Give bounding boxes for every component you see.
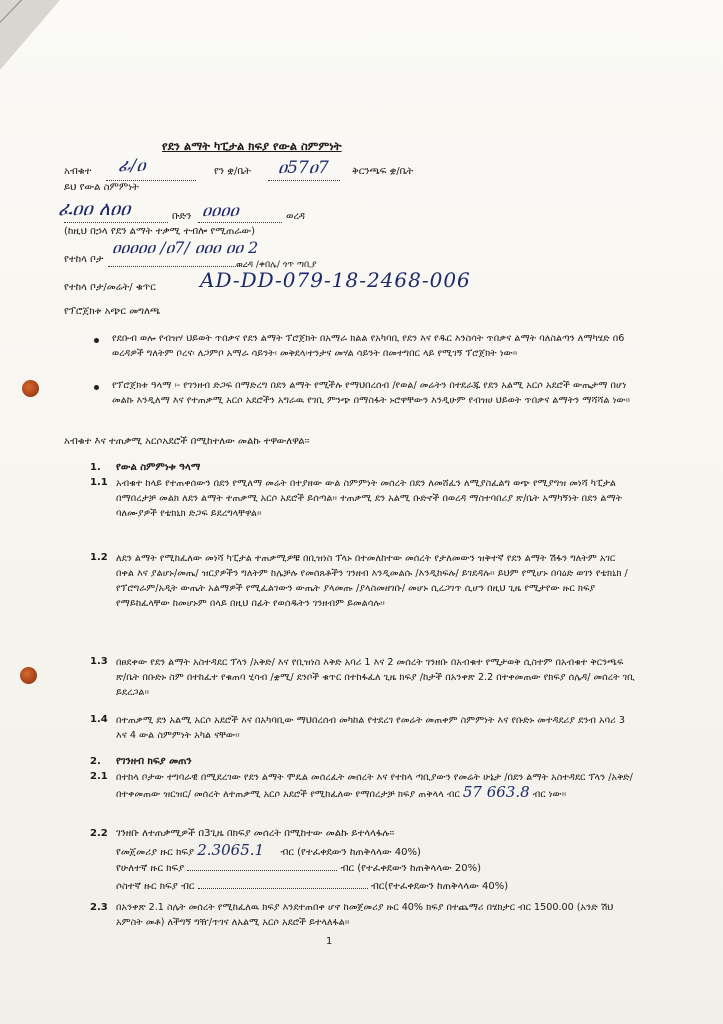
clause-text: አብቁተ ከላይ የተጠቀሰውን በደን የሚለማ መሬት በተያዘው ውል ስምምነት መሰረት በደን ለመሸፈን ለሚያስፈልግ ወጭ የሚያግዝ መነሻ ካፒታል በማበረታቻ መልክ ለደን ልማት ተጠቃሚ አርሶ አደሮች ይሰጣል፡፡ ተጠቃሚ ደን አልሚ ቡድኖች በወረዳ ማስተባበሪያ ጽ/ቤት አማካኝነት በደን ልማት ባለሙያዎች የቴክኒክ ድጋፍ ይደረግላቸዋል፡፡ — [116, 478, 623, 519]
section-number: 1. — [90, 462, 101, 473]
clause-text: በፀደቀው የደን ልማት አስተዳደር ፕላን /አቅድ/ እና የቢዝነስ እቅድ አባሪ 1 እና 2 መሰረት ገንዘቡ በአብቁተ የሚታወቅ ሲስተም በአብቁተ ቅርንጫፍ ጽ/ቤት በቡድኑ ስም በተከፈተ የቁጠባ ሂሳብ /ቋሚ/ ደንቦች ቁጥር በተከፋፈለ ጊዜ ክፍያ /ከታች በአንቀጽ 2.2 በተቀመጠው የክፍያ ሰሌዳ/ መሰረት ገቢ ይደረጋል፡፡ — [116, 657, 635, 698]
payment-label: የሁለተኛ ዙር ክፍያ — [116, 863, 185, 874]
id-label: የን ቋ/ቤት — [214, 166, 252, 177]
payment-line — [116, 862, 481, 875]
payment-label: የመጀመሪያ ዙር ክፍያ — [116, 847, 195, 858]
project-summary-label: የፕሮጀክቱ አጭር መግለጫ — [64, 306, 161, 317]
clause-number: 2.1 — [90, 771, 108, 782]
address-line — [108, 258, 246, 267]
bullet-paragraph: የደቡብ ወሎ የብዝሃ ህይወት ጥበቃና የደን ልማት ፕሮጀክት በአማራ ክልል የአካባቢ የደን እና የዱር እንስሳት ጥበቃና ልማት ባለስልጣን ለማካሄድ በ6 ወረዳዎች ግለትም ቦረና፡ ለጋምቦ አማራ ሳይንት፡ መቅደላ፡ተንታና መሃል ሳይንት በመተግበር ላይ የሚገኝ ፕሮጀክት ነው፡፡ — [112, 333, 625, 359]
section-number: 2. — [90, 756, 101, 767]
section-heading: የገንዘብ ክፍያ መጠን — [116, 756, 192, 767]
clause-number: 1.1 — [90, 477, 108, 488]
payment-line — [116, 841, 421, 859]
clause-number: 1.4 — [90, 714, 108, 725]
clause-text-after: ብር ነው፡፡ — [532, 789, 567, 800]
id-handwritten: ዐ57ዐ7 — [278, 158, 329, 178]
clause-text: በተጠቃሚ ደን አልሚ አርሶ አደሮች እና በአካባቢው ማህበረሰብ መካከል የተደረገ የመሬት መጠቀም ስምምነት እና የቡድኑ መተዳደሪያ ደንብ አባሪ 3 እና 4 ውል ስምምነት አካል ናቸው፡፡ — [116, 715, 625, 741]
plot-number-handwritten: AD-DD-079-18-2468-006 — [200, 268, 471, 292]
address-label: የተከላ ቦታ — [64, 254, 104, 265]
intro-sentence: አብቁተ እና ተጠቃሚ አርሶአደሮች በሚከተለው መልኩ ተዋውለዋል፡፡ — [64, 436, 310, 447]
bullet-dot — [94, 385, 99, 390]
bullet-paragraph: የፕሮጀክቱ ዓላማ ፡- የገንዘብ ድጋፍ በማድረግ በደን ልማት የሚችሉ የማህበረሰብ /የወል/ መሬትን በተደራጁ የደን አልሚ አርሶ አደሮች ውጤታማ በሆነ መልኩ እንዲለማ እና የተጠቃሚ አርሶ አደሮችን አግራዉ የገቢ ምንጭ በማስፋት ኑሮዋቸውን እንዲሁም የብዝሀ ህይወት ጥበቃና ልማትን ማሻሻል ነው፡፡ — [112, 380, 631, 406]
clause-text-before: በተከላ ቦታው ተግባራዊ በሚደረገው የደን ልማት ሞዴል መሰረፈት መሰረት እና የተከላ ጣቢያውን የመሬት ሁኔታ /በደን ልማት አስተዳደር ፕላን /አቅድ/ በተቀመጠው ዝርዝር/ መሰረት ለተጠቃሚ አርሶ አደሮች የሚከፈለው የማበረታቻ ክፍያ ጠቅላላ ብር — [116, 772, 633, 800]
clause-number: 2.3 — [90, 902, 108, 913]
clause-number: 1.2 — [90, 552, 108, 563]
punch-hole-top — [22, 380, 39, 397]
clause-number: 1.3 — [90, 656, 108, 667]
address-suffix: ወረዳ /ቀበሌ/ ጎጥ ጣቢያ — [236, 260, 317, 270]
beneficiary-line: ይህ የውል ስምምነት — [64, 182, 139, 193]
clause-text — [116, 770, 636, 802]
payment-label: ሶስተኛ ዙር ክፍያ ብር — [116, 881, 195, 892]
payment-amount-handwritten: 2.3065.1 — [197, 841, 265, 859]
middle-handwritten: ዐዐዐዐ — [202, 201, 239, 221]
payment-blank-line — [187, 862, 337, 871]
clause-text: በአንቀጽ 2.1 ስሌት መሰረት የሚከፈለዉ ክፍያ እንደተጠበቀ ሆኖ ከመጀመሪያ ዙር 40% ክፍያ በተጨማሪ በሄክታር ብር 1500.00 (አንድ ሽህ አምስት መቶ) ለችግኝ ግዥ/ጥገና ለአልሚ አርሶ አደሮች ይተላለፋል፡፡ — [116, 902, 614, 928]
middle-label: ቡድን — [172, 211, 192, 222]
payment-blank-line — [198, 880, 368, 889]
plot-label: የተከላ ቦታ/መሬት/ ቁጥር — [64, 282, 156, 293]
clause-text: ለደን ልማት የሚከፈለው መነሻ ካፒታል ተጠቃሚዎቹ በቢዝነስ ፕላኑ በተመለከተው መሰረት የታለመውን ዝቅተኛ የደን ልማት ሽፋን ግለትም አገር በቀል እና ያልሆኑ/መጤ/ ዝርያዎችን ግለትም ከሌቻሉ የመሰጸቶችን ገንዘብ እንዲመልሱ /እንዲከፍሉ/ ይገደዳሉ፡፡ ይህም የሚሆኑ በባዕድ ወገን የቴክኒክ /የፕሮግራም/አዲት ውጤት አልማዎች የሚፈልገውን ውጤት ያላመጡ /ያላስመዘገቡ/ መሆኑ ሲረጋገጥ ሲሆን በዚህ ጊዜ የሚታየው ዙር ክፍያ የማይከፈላቸው ከመሆኑም በላይ በዚህ በፊት የወሰዱትን ገንዘብም ይመልሳሉ፡፡ — [116, 553, 628, 609]
clause-text: ገንዘቡ ለተጠቃሚዎች በ3ጊዜ በክፍያ መሰረት በሚከተው መልኩ ይተላላፋሉ፡፡ — [116, 828, 395, 839]
page-number: 1 — [326, 936, 333, 947]
payment-line — [116, 880, 508, 893]
address-handwritten: ዐዐዐዐዐ /ዐ7/ ዐዐዐ ዐዐ 2 — [112, 238, 259, 257]
document-title: የደን ልማት ካፒታል ክፍያ የውል ስምምነት — [162, 139, 342, 153]
total-amount-handwritten: 57 663.8 — [462, 783, 530, 801]
payment-suffix: ብር(የተፈቀደውን ከጠቅላላው 40%) — [370, 881, 509, 892]
beneficiary-subtitle: (ከዚህ በኃላ የደን ልማት ተቃሚ ተብሎ የሚጠራው) — [64, 226, 255, 237]
name-handwritten: ፈዐዐ ለዐዐ — [58, 198, 131, 220]
woreda-label: ወረዳ — [286, 211, 305, 222]
section-heading: የውል ስምምነቱ ዓላማ — [116, 462, 201, 473]
payment-suffix: ብር (የተፈቀደውን ከጠቅላላው 20%) — [340, 863, 482, 874]
punch-hole-bottom — [20, 667, 37, 684]
payment-suffix: ብር (የተፈቀደውን ከጠቅላላው 40%) — [280, 847, 421, 858]
agreement-label: ቅርንጫፍ ቋ/ቤት — [352, 166, 414, 177]
bullet-dot — [94, 338, 99, 343]
contract-number-handwritten: ፊ/ዐ — [118, 156, 146, 176]
contract-label: አብቁተ — [64, 166, 92, 177]
clause-number: 2.2 — [90, 828, 108, 839]
